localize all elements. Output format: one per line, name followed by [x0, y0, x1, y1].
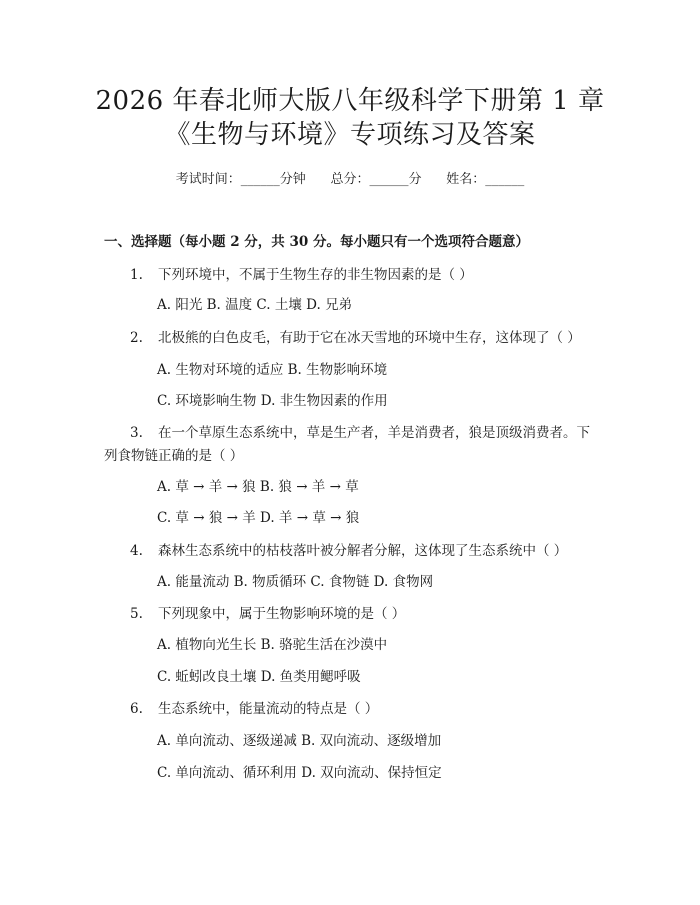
question-2-options-line-1: A. 生物对环境的适应 B. 生物影响环境 — [157, 362, 388, 378]
question-1 — [130, 263, 473, 283]
exam-meta-line: 考试时间：______分钟 总分：______分 姓名：______ — [175, 172, 525, 187]
question-number: 5. — [130, 606, 143, 622]
question-3-options-line-1: A. 草 → 羊 → 狼 B. 狼 → 羊 → 草 — [157, 479, 359, 495]
question-text: 北极熊的白色皮毛，有助于它在冰天雪地的环境中生存，这体现了（ ） — [158, 330, 581, 346]
question-6 — [130, 697, 378, 717]
question-2 — [130, 326, 581, 346]
question-text: 森林生态系统中的枯枝落叶被分解者分解，这体现了生态系统中（ ） — [158, 543, 568, 559]
question-text: 下列环境中，不属于生物生存的非生物因素的是（ ） — [158, 267, 473, 283]
question-1-options-line-1: A. 阳光 B. 温度 C. 土壤 D. 兄弟 — [157, 297, 353, 313]
question-text: 下列现象中，属于生物影响环境的是（ ） — [158, 606, 406, 622]
question-text: 生态系统中，能量流动的特点是（ ） — [158, 701, 379, 717]
question-3 — [130, 421, 590, 441]
page-title-line-2: 《生物与环境》专项练习及答案 — [164, 120, 536, 150]
question-5 — [130, 602, 405, 622]
question-number: 2. — [130, 330, 143, 346]
question-5-options-line-2: C. 蚯蚓改良土壤 D. 鱼类用鳃呼吸 — [157, 669, 361, 685]
question-6-options-line-2: C. 单向流动、循环利用 D. 双向流动、保持恒定 — [157, 765, 442, 781]
question-number: 3. — [130, 425, 143, 441]
section-heading: 一、选择题（每小题 2 分，共 30 分。每小题只有一个选项符合题意） — [104, 234, 529, 250]
question-number: 4. — [130, 543, 143, 559]
question-3-options-line-2: C. 草 → 狼 → 羊 D. 羊 → 草 → 狼 — [157, 510, 360, 526]
question-3-text-continued: 列食物链正确的是（ ） — [104, 448, 244, 464]
page-title-line-1: 2026 年春北师大版八年级科学下册第 1 章 — [95, 86, 605, 116]
question-2-options-line-2: C. 环境影响生物 D. 非生物因素的作用 — [157, 393, 388, 409]
question-4-options-line-1: A. 能量流动 B. 物质循环 C. 食物链 D. 食物网 — [157, 574, 434, 590]
question-number: 1. — [130, 267, 143, 283]
question-number: 6. — [130, 701, 143, 717]
question-4 — [130, 539, 567, 559]
question-6-options-line-1: A. 单向流动、逐级递减 B. 双向流动、逐级增加 — [157, 733, 442, 749]
question-text: 在一个草原生态系统中，草是生产者，羊是消费者，狼是顶级消费者。下 — [158, 425, 590, 441]
question-5-options-line-1: A. 植物向光生长 B. 骆驼生活在沙漠中 — [157, 637, 388, 653]
